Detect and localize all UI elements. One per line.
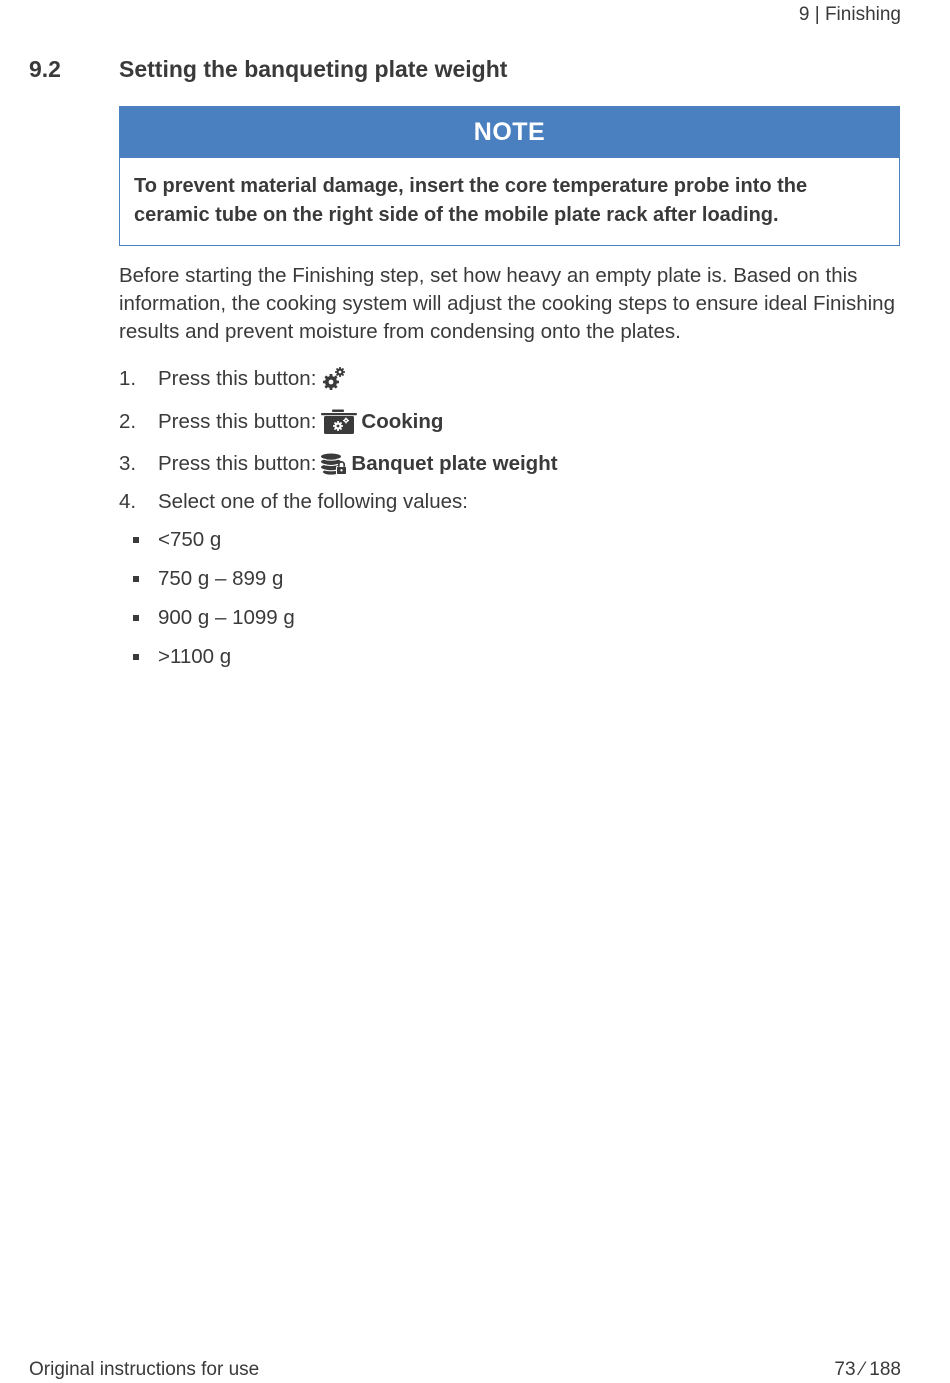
step-bold-label: Banquet plate weight (351, 452, 558, 475)
list-item (119, 643, 900, 682)
main-content (119, 262, 900, 682)
step-bold-label: Cooking (361, 410, 444, 433)
note-label: NOTE (120, 107, 899, 158)
footer-document-title: Original instructions for use (29, 1359, 260, 1380)
bullet-square (133, 654, 139, 660)
note-text: To prevent material damage, insert the core temperature probe into the ceramic tube on the right side of the mobile plate rack after loading. (134, 175, 808, 226)
running-header: 9 | Finishing (798, 4, 901, 25)
page-number: 73 ⁄ 188 (834, 1359, 901, 1380)
note-box (119, 106, 900, 246)
cooking-pot-settings-icon (321, 409, 357, 435)
step-text: Press this button: (158, 452, 317, 475)
list-item (119, 565, 900, 604)
step-text: Press this button: (158, 410, 317, 433)
section-heading (29, 56, 901, 83)
step-number: 3. (119, 452, 137, 475)
list-item (119, 526, 900, 565)
step-number: 1. (119, 367, 137, 390)
step-number: 4. (119, 490, 137, 513)
value-text: >1100 g (158, 645, 232, 668)
steps-list (119, 364, 900, 516)
step-text: Select one of the following values: (158, 490, 468, 513)
bullet-square (133, 615, 139, 621)
plate-stack-lock-icon (321, 453, 347, 475)
settings-gears-icon (321, 366, 347, 392)
intro-paragraph: Before starting the Finishing step, set how heavy an empty plate is. Based on this information, the cooking system will adjust the cooking steps to ensure ideal Finishing results and prevent moisture from condensing onto the plates. (119, 264, 895, 343)
values-list (119, 526, 900, 682)
value-text: 900 g – 1099 g (158, 606, 295, 629)
bullet-square (133, 576, 139, 582)
value-text: <750 g (158, 528, 222, 551)
step-number: 2. (119, 410, 137, 433)
list-item (119, 604, 900, 643)
value-text: 750 g – 899 g (158, 567, 284, 590)
step-text: Press this button: (158, 367, 317, 390)
step-item (119, 407, 900, 437)
step-item (119, 364, 900, 394)
section-title: Setting the banqueting plate weight (119, 56, 508, 82)
bullet-square (133, 537, 139, 543)
step-item (119, 488, 900, 516)
step-item (119, 449, 900, 479)
page-footer (29, 1359, 901, 1381)
section-number: 9.2 (29, 56, 61, 82)
